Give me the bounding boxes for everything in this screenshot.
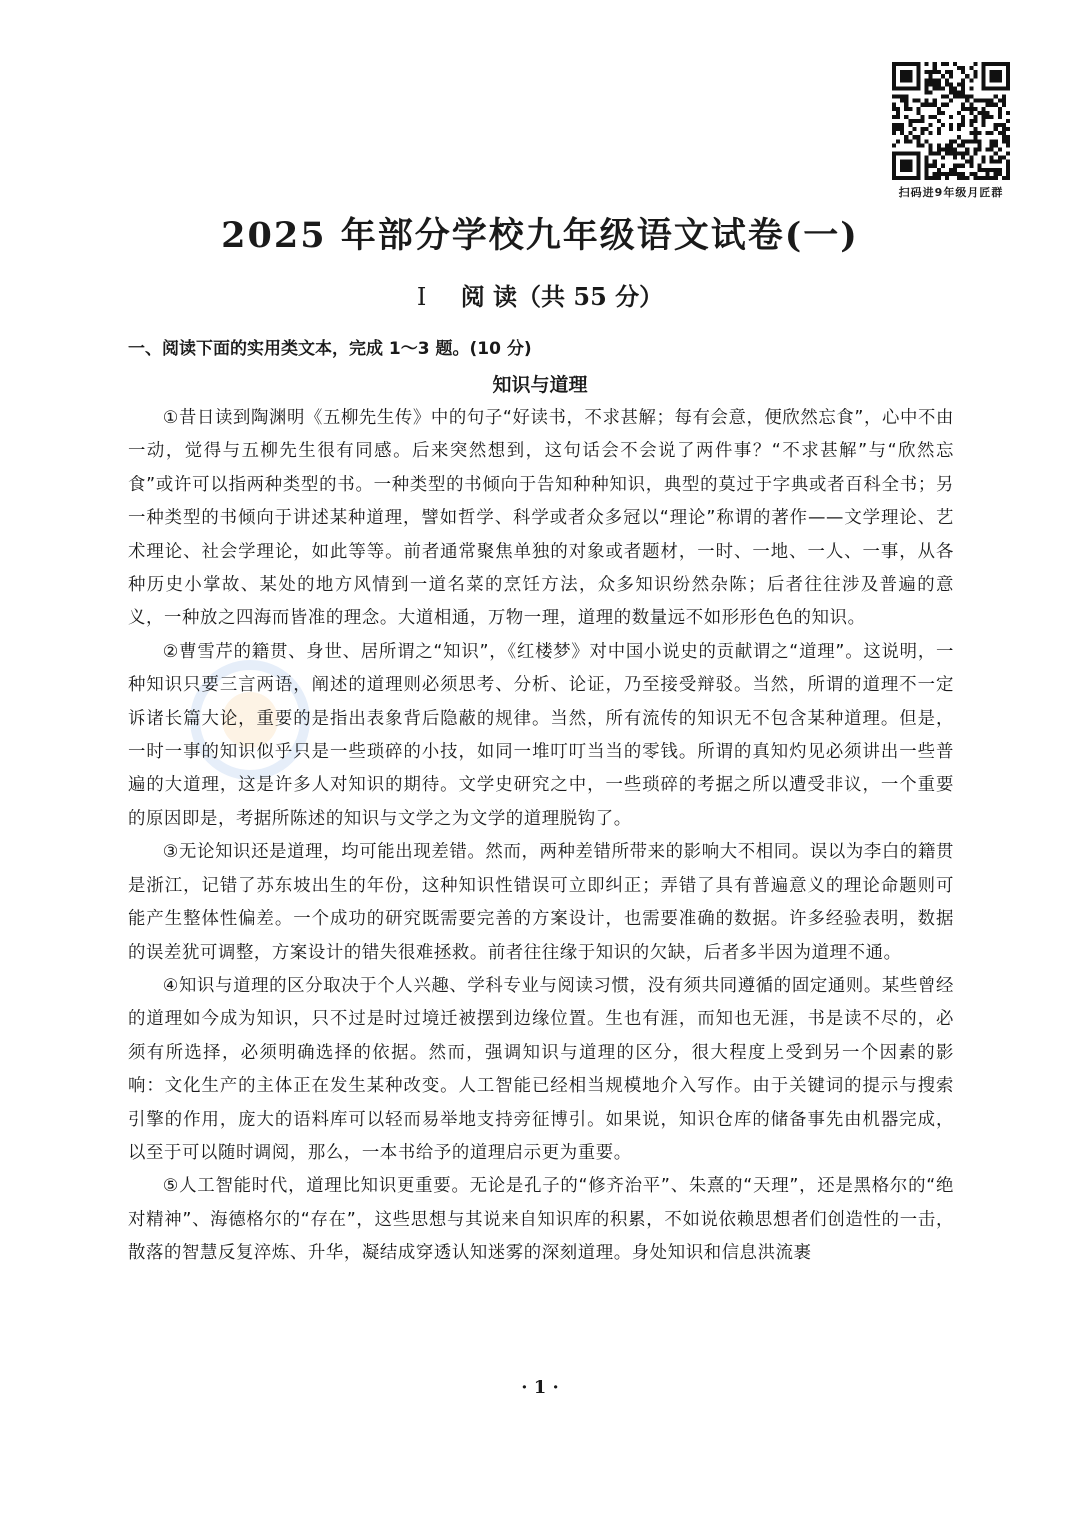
article-paragraph-1: ①昔日读到陶渊明《五柳先生传》中的句子“好读书，不求甚解；每有会意，便欣然忘食”，心中不由一动，觉得与五柳先生很有同感。后来突然想到，这句话会不会说了两件事？“不求甚解”与“欣然忘食”或许可以指两种类型的书。一种类型的书倾向于告知种种知识，典型的莫过于字典或者百科全书；另一种类型的书倾向于讲述某种道理，譬如哲学、科学或者众多冠以“理论”称谓的著作——文学理论、艺术理论、社会学理论，如此等等。前者通常聚焦单独的对象或者题材，一时、一地、一人、一事，从各种历史小掌故、某处的地方风情到一道名菜的烹饪方法，众多知识纷然杂陈；后者往往涉及普遍的意义，一种放之四海而皆准的理念。大道相通，万物一理，道理的数量远不如形形色色的知识。: [128, 408, 954, 629]
section-roman-numeral: Ⅰ: [416, 283, 427, 311]
section-heading: [0, 277, 1080, 312]
article-body: [128, 402, 954, 1271]
page-number: · 1 ·: [521, 1377, 559, 1398]
qr-caption: 扫码进9年级月匠群: [898, 186, 1004, 199]
article-paragraph-5: ⑤人工智能时代，道理比知识更重要。无论是孔子的“修齐治平”、朱熹的“天理”，还是黑格尔的“绝对精神”、海德格尔的“存在”，这些思想与其说来自知识库的积累，不如说依赖思想者们创造性的一击，散落的智慧反复淬炼、升华，凝结成穿透认知迷雾的深刻道理。身处知识和信息洪流裹: [128, 1176, 954, 1264]
article-title: 知识与道理: [492, 374, 588, 396]
article-paragraph-3: ③无论知识还是道理，均可能出现差错。然而，两种差错所带来的影响大不相同。误以为李白的籍贯是浙江，记错了苏东坡出生的年份，这种知识性错误可立即纠正；弄错了具有普遍意义的理论命题则可能产生整体性偏差。一个成功的研究既需要完善的方案设计，也需要准确的数据。许多经验表明，数据的误差犹可调整，方案设计的错失很难拯救。前者往往缘于知识的欠缺，后者多半因为道理不通。: [128, 842, 954, 963]
article-paragraph-2: ②曹雪芹的籍贯、身世、居所谓之“知识”，《红楼梦》对中国小说史的贡献谓之“道理”。这说明，一种知识只要三言两语，阐述的道理则必须思考、分析、论证，乃至接受辩驳。当然，所谓的道理不一定诉诸长篇大论，重要的是指出表象背后隐蔽的规律。当然，所有流传的知识无不包含某种道理。但是，一时一事的知识似乎只是一些琐碎的小技，如同一堆叮叮当当的零钱。所谓的真知灼见必须讲出一些普遍的大道理，这是许多人对知识的期待。文学史研究之中，一些琐碎的考据之所以遭受非议，一个重要的原因即是，考据所陈述的知识与文学之为文学的道理脱钩了。: [128, 641, 954, 829]
section-label: 阅 读（共 55 分）: [460, 282, 664, 311]
exam-title: 2025 年部分学校九年级语文试卷(一): [221, 215, 859, 256]
qr-code-icon: [892, 62, 1010, 180]
question-instruction: 一、阅读下面的实用类文本，完成 1～3 题。(10 分): [128, 339, 532, 359]
article-paragraph-4: ④知识与道理的区分取决于个人兴趣、学科专业与阅读习惯，没有须共同遵循的固定通则。某些曾经的道理如今成为知识，只不过是时过境迁被摆到边缘位置。生也有涯，而知也无涯，书是读不尽的，必须有所选择，必须明确选择的依据。然而，强调知识与道理的区分，很大程度上受到另一个因素的影响：文化生产的主体正在发生某种改变。人工智能已经相当规模地介入写作。由于关键词的提示与搜索引擎的作用，庞大的语料库可以轻而易举地支持旁征博引。如果说，知识仓库的储备事先由机器完成，以至于可以随时调阅，那么，一本书给予的道理启示更为重要。: [128, 975, 954, 1163]
qr-code-block: [892, 62, 1010, 200]
